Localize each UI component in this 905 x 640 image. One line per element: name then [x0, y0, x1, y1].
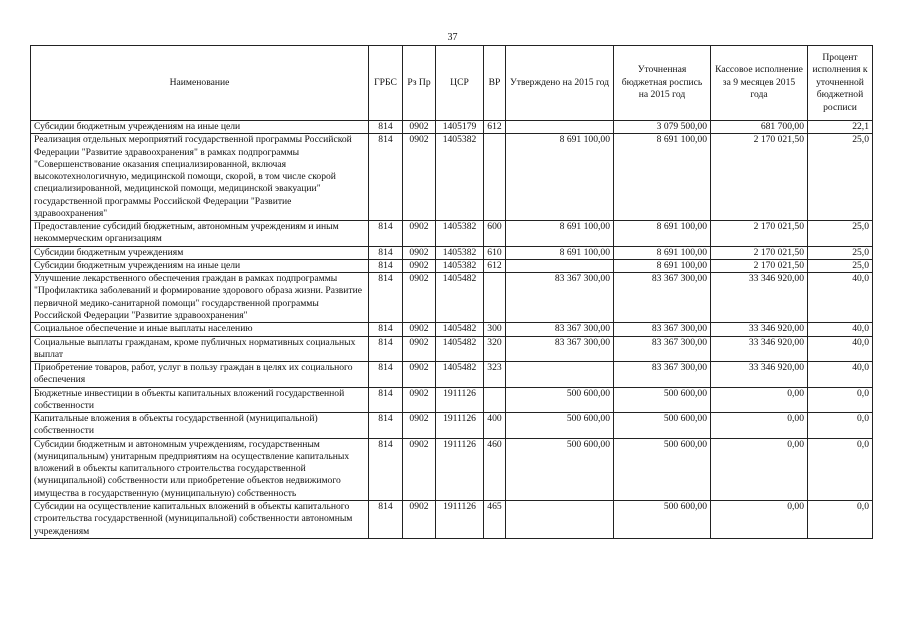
cell-csr: 1911126	[436, 438, 484, 500]
cell-percent: 0,0	[808, 438, 873, 500]
cell-cash: 0,00	[711, 500, 808, 538]
cell-approved: 500 600,00	[506, 413, 614, 439]
cell-specified: 83 367 300,00	[614, 362, 711, 388]
cell-rzpr: 0902	[403, 500, 436, 538]
cell-cash: 2 170 021,50	[711, 259, 808, 272]
cell-grbs: 814	[369, 362, 403, 388]
cell-csr: 1405482	[436, 362, 484, 388]
cell-specified: 83 367 300,00	[614, 336, 711, 362]
cell-rzpr: 0902	[403, 134, 436, 221]
cell-approved	[506, 121, 614, 134]
cell-approved	[506, 500, 614, 538]
cell-name: Социальное обеспечение и иные выплаты населению	[31, 323, 369, 336]
cell-name: Субсидии бюджетным учреждениям	[31, 246, 369, 259]
cell-approved	[506, 362, 614, 388]
cell-approved	[506, 259, 614, 272]
cell-approved: 500 600,00	[506, 387, 614, 413]
cell-specified: 83 367 300,00	[614, 273, 711, 323]
header-csr: ЦСР	[436, 46, 484, 121]
cell-grbs: 814	[369, 259, 403, 272]
cell-percent: 0,0	[808, 500, 873, 538]
cell-cash: 33 346 920,00	[711, 336, 808, 362]
cell-csr: 1405482	[436, 273, 484, 323]
cell-specified: 83 367 300,00	[614, 323, 711, 336]
cell-vr: 612	[484, 259, 506, 272]
table-row	[31, 500, 873, 538]
cell-cash: 2 170 021,50	[711, 221, 808, 247]
cell-specified: 3 079 500,00	[614, 121, 711, 134]
cell-vr: 323	[484, 362, 506, 388]
cell-name: Субсидии на осуществление капитальных вложений в объекты капитального строительства государственной (муниципальной) собственности автономным учреждениям	[31, 500, 369, 538]
cell-csr: 1405382	[436, 259, 484, 272]
header-rzpr: Рз Пр	[403, 46, 436, 121]
cell-percent: 40,0	[808, 323, 873, 336]
cell-percent: 25,0	[808, 259, 873, 272]
cell-percent: 25,0	[808, 134, 873, 221]
cell-name: Бюджетные инвестиции в объекты капитальных вложений государственной собственности	[31, 387, 369, 413]
cell-grbs: 814	[369, 336, 403, 362]
header-grbs: ГРБС	[369, 46, 403, 121]
cell-name: Улучшение лекарственного обеспечения граждан в рамках подпрограммы "Профилактика заболеваний и формирование здорового образа жизни. Развитие первичной медико-санитарной помощи" государственной программы Российской Федерации "Развитие здравоохранения"	[31, 273, 369, 323]
cell-specified: 8 691 100,00	[614, 134, 711, 221]
cell-name: Социальные выплаты гражданам, кроме публичных нормативных социальных выплат	[31, 336, 369, 362]
cell-grbs: 814	[369, 121, 403, 134]
cell-csr: 1405482	[436, 323, 484, 336]
cell-grbs: 814	[369, 500, 403, 538]
cell-percent: 25,0	[808, 221, 873, 247]
cell-name: Капитальные вложения в объекты государственной (муниципальной) собственности	[31, 413, 369, 439]
cell-approved: 500 600,00	[506, 438, 614, 500]
cell-vr: 320	[484, 336, 506, 362]
cell-cash: 681 700,00	[711, 121, 808, 134]
header-vr: ВР	[484, 46, 506, 121]
cell-rzpr: 0902	[403, 336, 436, 362]
cell-percent: 40,0	[808, 336, 873, 362]
page-number: 37	[447, 32, 458, 43]
cell-approved: 83 367 300,00	[506, 336, 614, 362]
table-header	[31, 46, 873, 121]
table-row	[31, 387, 873, 413]
cell-grbs: 814	[369, 387, 403, 413]
cell-rzpr: 0902	[403, 259, 436, 272]
cell-csr: 1405382	[436, 221, 484, 247]
cell-percent: 0,0	[808, 413, 873, 439]
cell-vr	[484, 387, 506, 413]
cell-grbs: 814	[369, 221, 403, 247]
cell-name: Реализация отдельных мероприятий государственной программы Российской Федерации "Развитие здравоохранения" в рамках подпрограммы "Совершенствование оказания специализированной, включая высокотехнологичную, медицинской помощи, скорой, в том числе скорой специализированной, медицинской помощи, медицинской эвакуации" государственной программы Российской Федерации "Развитие здравоохранения"	[31, 134, 369, 221]
cell-rzpr: 0902	[403, 362, 436, 388]
table-row	[31, 134, 873, 221]
header-percent: Процент исполнения к уточненной бюджетной росписи	[808, 46, 873, 121]
cell-csr: 1911126	[436, 500, 484, 538]
cell-csr: 1911126	[436, 387, 484, 413]
cell-grbs: 814	[369, 413, 403, 439]
cell-cash: 33 346 920,00	[711, 362, 808, 388]
table-row	[31, 259, 873, 272]
cell-grbs: 814	[369, 273, 403, 323]
budget-execution-table	[30, 45, 873, 539]
cell-grbs: 814	[369, 323, 403, 336]
cell-rzpr: 0902	[403, 413, 436, 439]
cell-name: Субсидии бюджетным учреждениям на иные цели	[31, 259, 369, 272]
table-row	[31, 413, 873, 439]
cell-rzpr: 0902	[403, 323, 436, 336]
cell-cash: 33 346 920,00	[711, 273, 808, 323]
table-row	[31, 438, 873, 500]
table-row	[31, 221, 873, 247]
cell-name: Приобретение товаров, работ, услуг в пользу граждан в целях их социального обеспечения	[31, 362, 369, 388]
table-row	[31, 336, 873, 362]
header-name: Наименование	[31, 46, 369, 121]
cell-vr: 460	[484, 438, 506, 500]
cell-csr: 1405482	[436, 336, 484, 362]
table-row	[31, 362, 873, 388]
header-specified: Уточненная бюджетная роспись на 2015 год	[614, 46, 711, 121]
cell-cash: 0,00	[711, 438, 808, 500]
cell-percent: 22,1	[808, 121, 873, 134]
cell-specified: 500 600,00	[614, 413, 711, 439]
cell-csr: 1405382	[436, 134, 484, 221]
cell-vr: 610	[484, 246, 506, 259]
cell-specified: 8 691 100,00	[614, 246, 711, 259]
table-row	[31, 273, 873, 323]
cell-name: Субсидии бюджетным и автономным учреждениям, государственным (муниципальным) унитарным предприятиям на осуществление капитальных вложений в объекты капитального строительства государственной (муниципальной) собственности или приобретение объектов недвижимого имущества в государственную (муниципальную) собственность	[31, 438, 369, 500]
cell-vr: 612	[484, 121, 506, 134]
cell-name: Предоставление субсидий бюджетным, автономным учреждениям и иным некоммерческим организациям	[31, 221, 369, 247]
cell-rzpr: 0902	[403, 221, 436, 247]
cell-percent: 25,0	[808, 246, 873, 259]
cell-percent: 40,0	[808, 362, 873, 388]
cell-specified: 500 600,00	[614, 387, 711, 413]
cell-cash: 0,00	[711, 413, 808, 439]
cell-percent: 0,0	[808, 387, 873, 413]
cell-approved: 83 367 300,00	[506, 323, 614, 336]
cell-rzpr: 0902	[403, 246, 436, 259]
cell-vr: 300	[484, 323, 506, 336]
cell-specified: 8 691 100,00	[614, 221, 711, 247]
cell-vr: 400	[484, 413, 506, 439]
cell-name: Субсидии бюджетным учреждениям на иные цели	[31, 121, 369, 134]
header-cash: Кассовое исполнение за 9 месяцев 2015 года	[711, 46, 808, 121]
cell-vr: 600	[484, 221, 506, 247]
cell-cash: 0,00	[711, 387, 808, 413]
cell-vr: 465	[484, 500, 506, 538]
cell-cash: 33 346 920,00	[711, 323, 808, 336]
cell-grbs: 814	[369, 246, 403, 259]
cell-rzpr: 0902	[403, 438, 436, 500]
table-row	[31, 246, 873, 259]
table-row	[31, 121, 873, 134]
cell-cash: 2 170 021,50	[711, 246, 808, 259]
header-approved: Утверждено на 2015 год	[506, 46, 614, 121]
cell-approved: 8 691 100,00	[506, 134, 614, 221]
cell-csr: 1911126	[436, 413, 484, 439]
cell-vr	[484, 273, 506, 323]
cell-specified: 500 600,00	[614, 438, 711, 500]
table-row	[31, 323, 873, 336]
cell-percent: 40,0	[808, 273, 873, 323]
cell-cash: 2 170 021,50	[711, 134, 808, 221]
table-body	[31, 121, 873, 539]
cell-specified: 500 600,00	[614, 500, 711, 538]
cell-specified: 8 691 100,00	[614, 259, 711, 272]
cell-grbs: 814	[369, 134, 403, 221]
cell-vr	[484, 134, 506, 221]
cell-rzpr: 0902	[403, 387, 436, 413]
cell-rzpr: 0902	[403, 273, 436, 323]
cell-csr: 1405179	[436, 121, 484, 134]
cell-approved: 83 367 300,00	[506, 273, 614, 323]
cell-rzpr: 0902	[403, 121, 436, 134]
cell-approved: 8 691 100,00	[506, 221, 614, 247]
cell-csr: 1405382	[436, 246, 484, 259]
cell-approved: 8 691 100,00	[506, 246, 614, 259]
cell-grbs: 814	[369, 438, 403, 500]
